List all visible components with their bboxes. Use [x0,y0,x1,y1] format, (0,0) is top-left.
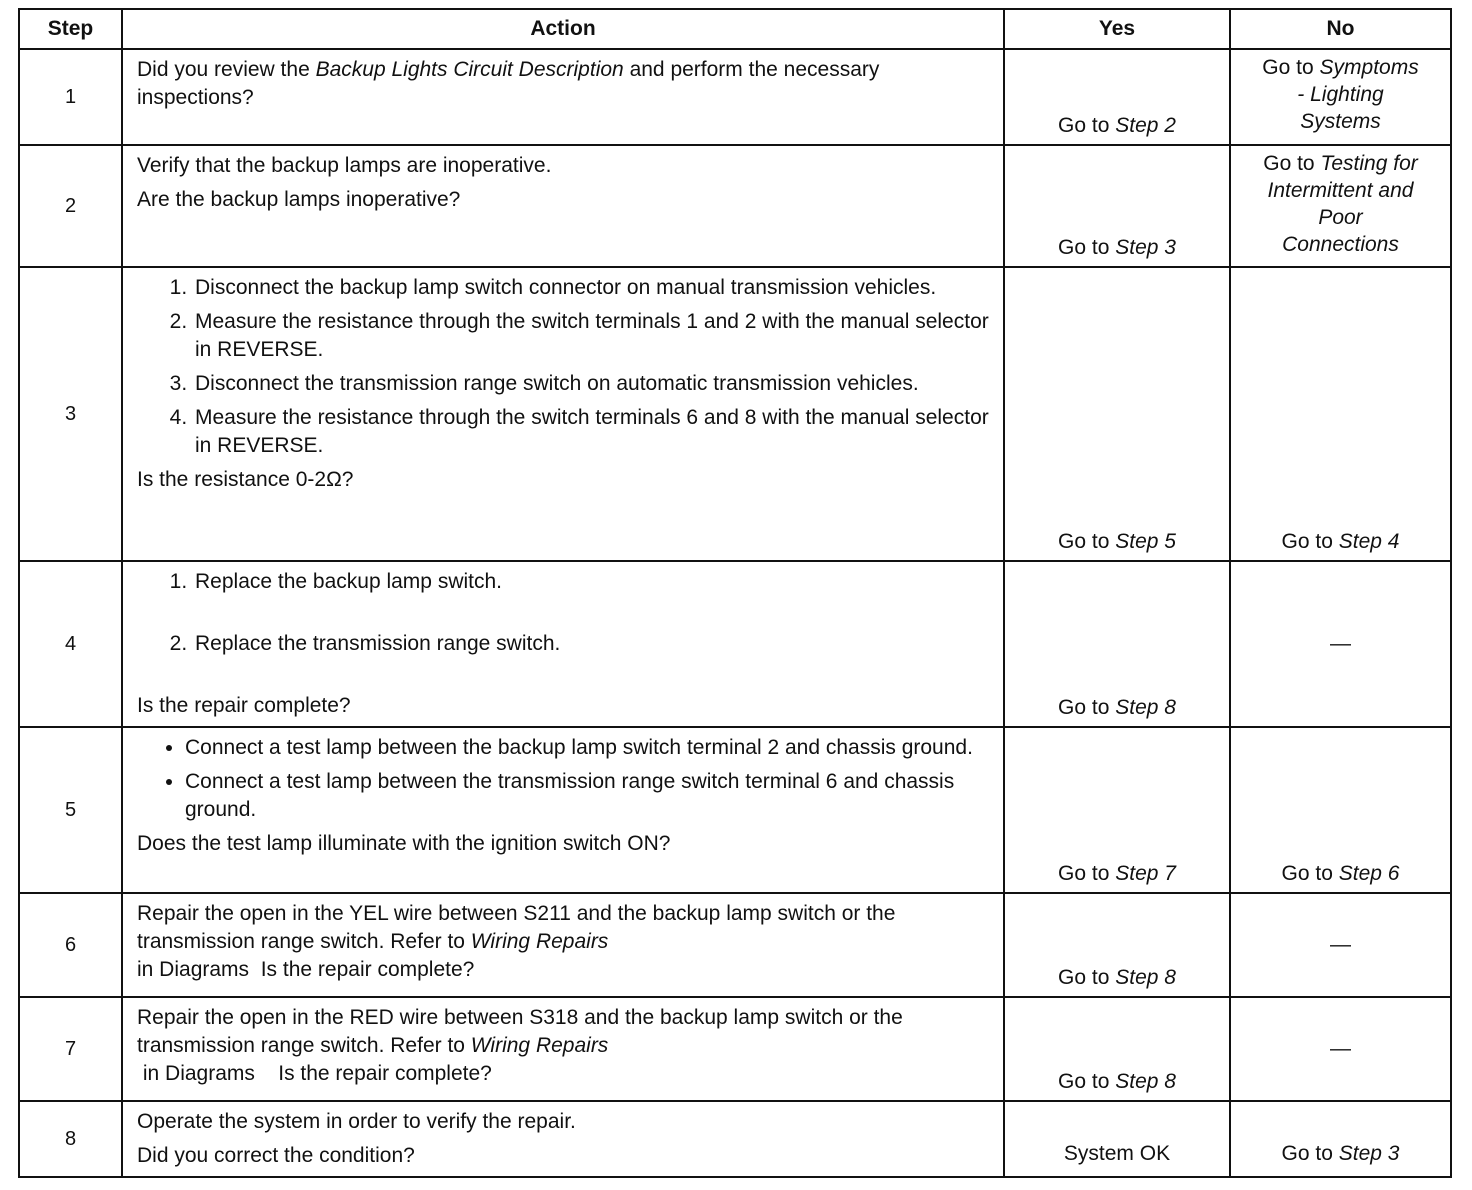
yes-result: Go to Step 8 [1058,1070,1176,1093]
no-cell [1230,145,1451,267]
action-question: Did you correct the condition? [137,1144,415,1167]
list-item: 1. Replace the backup lamp switch. [193,568,993,596]
action-question: Is the repair complete? [137,694,351,717]
step-number: 1 [19,49,122,145]
yes-result: Go to Step 8 [1058,696,1176,719]
table-row [19,727,1451,893]
list-item: 2. Replace the transmission range switch. [193,630,993,658]
table-row [19,267,1451,561]
table-row [19,49,1451,145]
table-row [19,893,1451,997]
no-cell [1230,267,1451,561]
table-row [19,997,1451,1101]
yes-result: Go to Step 5 [1058,530,1176,553]
step-number: 6 [19,893,122,997]
no-result: Go to Step 4 [1281,530,1400,553]
step-number: 3 [19,267,122,561]
action-cell [122,267,1004,561]
list-item: 1. Disconnect the backup lamp switch connector on manual transmission vehicles. [193,274,993,302]
header-row [19,9,1451,49]
action-cell [122,893,1004,997]
action-text: Did you review the Backup Lights Circuit Description and perform the necessary inspections? [137,58,880,109]
yes-cell [1004,727,1230,893]
action-cell [122,997,1004,1101]
no-result: — [1330,933,1351,956]
no-cell [1230,997,1451,1101]
action-cell [122,727,1004,893]
action-cell [122,561,1004,727]
yes-cell [1004,561,1230,727]
no-cell [1230,561,1451,727]
action-cell [122,49,1004,145]
yes-result: System OK [1063,1142,1171,1165]
action-text: Repair the open in the YEL wire between S211 and the backup lamp switch or the transmission range switch. Refer to Wiring Repairs in Diagrams Is the repair complete? [137,902,896,981]
header-action: Action [122,9,1004,49]
no-cell [1230,727,1451,893]
yes-cell [1004,997,1230,1101]
no-cell [1230,1101,1451,1177]
no-result: — [1330,1037,1351,1060]
action-text: Verify that the backup lamps are inoperative. [137,154,552,177]
step-number: 7 [19,997,122,1101]
header-yes: Yes [1004,9,1230,49]
step-number: 5 [19,727,122,893]
action-question: Are the backup lamps inoperative? [137,188,461,211]
list-item: 3. Disconnect the transmission range switch on automatic transmission vehicles. [193,370,993,398]
table-row [19,145,1451,267]
yes-cell [1004,267,1230,561]
step-number: 2 [19,145,122,267]
step-number: 4 [19,561,122,727]
no-result: Go to Symptoms - Lighting Systems [1262,56,1419,133]
yes-result: Go to Step 8 [1058,966,1176,989]
list-item: 4. Measure the resistance through the switch terminals 6 and 8 with the manual selector in REVERSE. [193,404,993,460]
yes-result: Go to Step 2 [1058,114,1176,137]
step-number: 8 [19,1101,122,1177]
yes-result: Go to Step 7 [1058,862,1176,885]
header-no: No [1230,9,1451,49]
yes-cell [1004,49,1230,145]
list-item: • Connect a test lamp between the transmission range switch terminal 6 and chassis ground. [185,768,993,824]
action-text: Repair the open in the RED wire between S318 and the backup lamp switch or the transmission range switch. Refer to Wiring Repairs in Diagrams Is the repair complete? [137,1006,903,1085]
yes-cell [1004,893,1230,997]
list-item: 2. Measure the resistance through the switch terminals 1 and 2 with the manual selector in REVERSE. [193,308,993,364]
no-result: Go to Testing for Intermittent and Poor Connections [1263,152,1418,256]
yes-result: Go to Step 3 [1058,236,1176,259]
action-question: Does the test lamp illuminate with the ignition switch ON? [137,832,671,855]
header-step: Step [19,9,122,49]
action-question: Is the resistance 0-2Ω? [137,468,354,491]
list-item: • Connect a test lamp between the backup lamp switch terminal 2 and chassis ground. [185,734,993,762]
action-cell [122,145,1004,267]
no-result: Go to Step 3 [1281,1142,1400,1165]
yes-cell [1004,145,1230,267]
action-steps-list [137,568,993,658]
diagnostic-table [18,8,1452,1178]
action-cell [122,1101,1004,1177]
action-bullets-list [137,734,993,824]
yes-cell [1004,1101,1230,1177]
action-text: Operate the system in order to verify the repair. [137,1110,576,1133]
table-row [19,1101,1451,1177]
no-cell [1230,893,1451,997]
no-result: — [1330,632,1351,655]
no-result: Go to Step 6 [1281,862,1400,885]
no-cell [1230,49,1451,145]
table-row [19,561,1451,727]
action-steps-list [137,274,993,460]
